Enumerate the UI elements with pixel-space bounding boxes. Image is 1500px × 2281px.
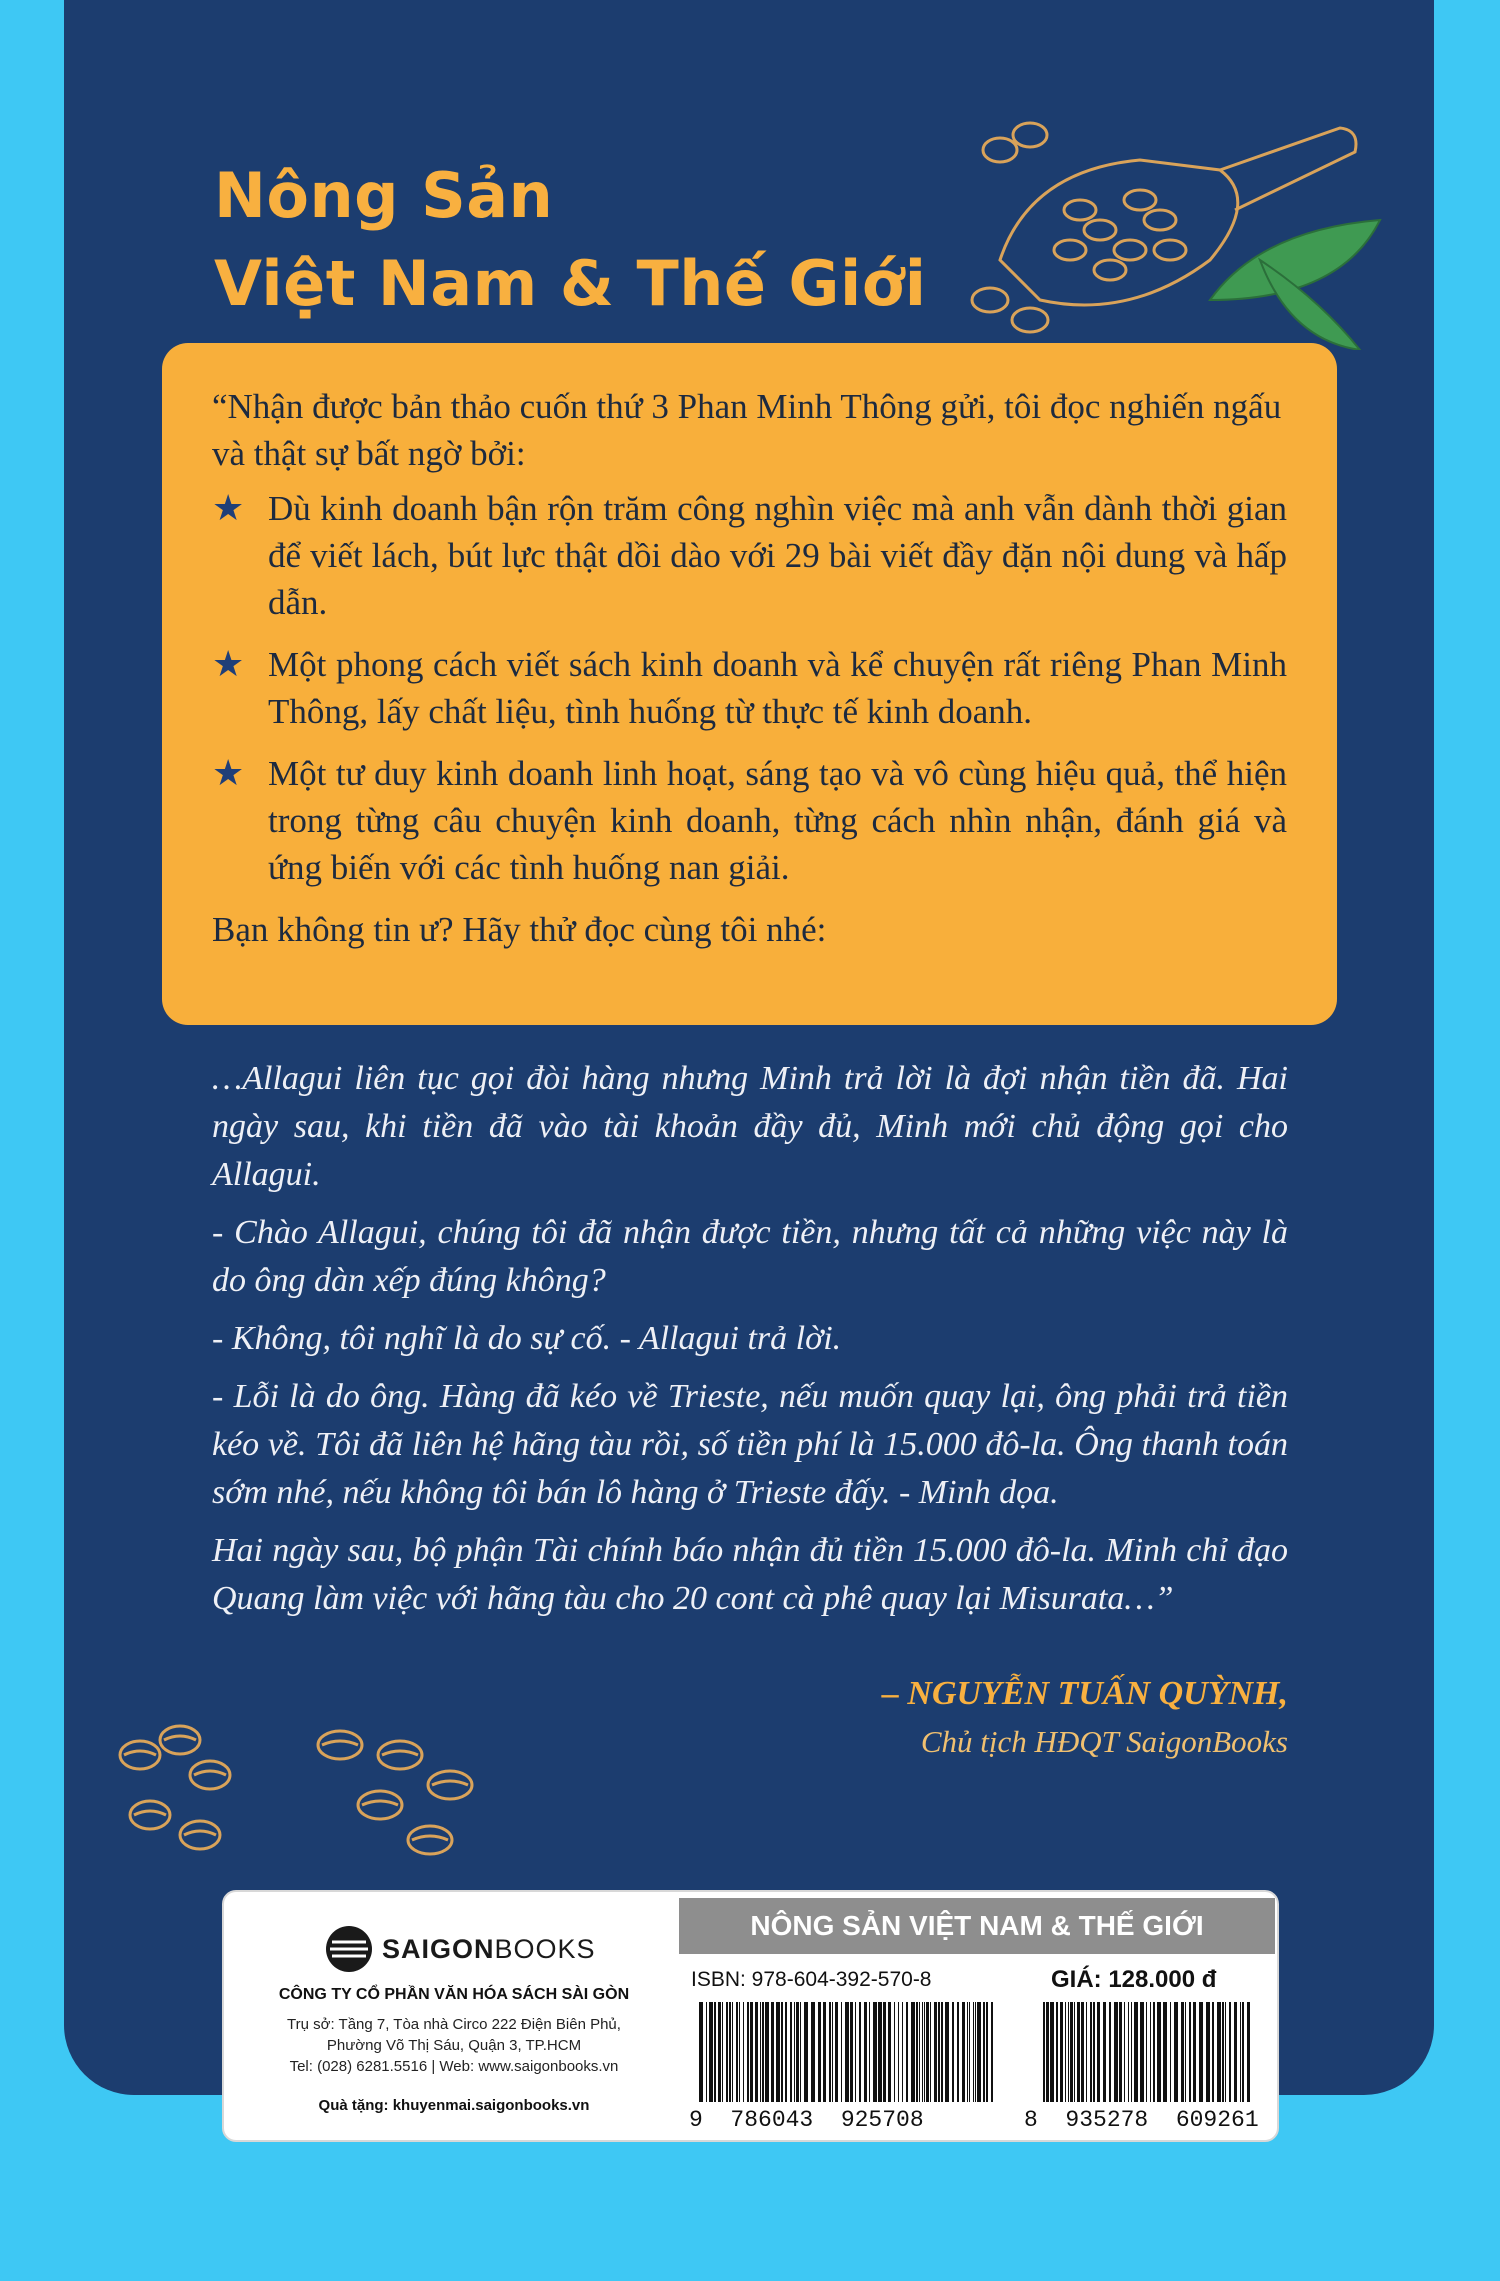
signature-role: Chủ tịch HĐQT SaigonBooks [920,1724,1288,1759]
barcode-bar [938,2002,940,2102]
excerpt-paragraph: …Allagui liên tục gọi đòi hàng nhưng Minh trả lời là đợi nhận tiền đã. Hai ngày sau, khi tiền đã vào tài khoản đầy đủ, Minh mới chủ động gọi cho Allagui. [212,1060,1288,1193]
barcode-panel [222,1890,1279,2142]
title-line-1: Nông Sản [214,159,554,232]
address-line: Phường Võ Thị Sáu, Quận 3, TP.HCM [326,2037,582,2054]
logo-part-2: BOOKS [494,1933,596,1964]
barcode-bar [706,2002,707,2102]
barcode-bar [750,2002,753,2102]
barcode-bar [945,2002,949,2102]
logo-part-1: SAIGON [382,1933,495,1964]
barcode-bar [1247,2002,1250,2102]
publisher-logo [324,1924,596,1974]
barcode-bar [888,2002,891,2102]
barcode-bar [1146,2002,1147,2102]
barcode-bar [855,2002,856,2102]
endorsement-box [162,343,1337,1025]
barcode-bar [883,2002,886,2102]
barcode-bar [841,2002,842,2102]
isbn-barcode [699,2002,999,2104]
barcode-bar [709,2002,713,2102]
barcode-bar [1060,2002,1063,2102]
barcode-bar [1119,2002,1122,2102]
barcode-bar [922,2002,923,2102]
barcode-bar [1181,2002,1184,2102]
barcode-bar [1217,2002,1221,2102]
barcode-bar [765,2002,769,2102]
star-icon: ★ [212,644,245,684]
barcode-bar [930,2002,931,2102]
book-excerpt [212,1055,1288,1633]
barcode-bar [829,2002,831,2102]
barcode-bar [973,2002,974,2102]
barcode-bar [952,2002,954,2102]
barcode-bar [835,2002,838,2102]
barcode-bar [991,2002,993,2102]
barcode-bar [1128,2002,1129,2102]
barcode-bar [762,2002,764,2102]
barcode-bar [967,2002,968,2102]
barcode-bar [1050,2002,1054,2102]
barcode-bar [1229,2002,1231,2102]
barcode-bar [919,2002,920,2102]
barcode-bar [785,2002,787,2102]
barcode-bar [916,2002,918,2102]
publisher-info [224,1892,684,2140]
barcode-bar [1114,2002,1118,2102]
barcode-bar [911,2002,915,2102]
barcode-bar [739,2002,740,2102]
barcode-bar [845,2002,849,2102]
isbn-digits: 9 786043 925708 [689,2107,924,2133]
barcode-bar [1074,2002,1075,2102]
barcode-bar [926,2002,929,2102]
bullet-text: Dù kinh doanh bận rộn trăm công nghìn việc mà anh vẫn dành thời gian để viết lách, bút lực thật dồi dào với 29 bài viết đầy đặn nội dung và hấp dẫn. [268,489,1287,622]
barcode-bar [1206,2002,1210,2102]
barcode-bar [1242,2002,1244,2102]
barcode-bar [796,2002,799,2102]
excerpt-paragraph: Hai ngày sau, bộ phận Tài chính báo nhận đủ tiền 15.000 đô-la. Minh chỉ đạo Quang làm việc với hãng tàu cho 20 cont cà phê quay lại Misurata…” [212,1532,1288,1617]
barcode-bar [1163,2002,1167,2102]
barcode-bar [1174,2002,1178,2102]
logo-text [382,1934,596,1965]
star-icon: ★ [212,488,245,528]
barcode-bar [1225,2002,1226,2102]
list-item [212,641,1287,735]
barcode-bar [832,2002,833,2102]
barcode-bar [1240,2002,1241,2102]
barcode-bar [983,2002,985,2102]
barcode-bar [760,2002,761,2102]
isbn-label: ISBN: 978-604-392-570-8 [691,1968,932,1991]
barcode-bar [722,2002,723,2102]
barcode-bar [1134,2002,1138,2102]
barcode-bar [1086,2002,1087,2102]
barcode-bar [1185,2002,1186,2102]
gift-line: Quà tặng: khuyenmai.saigonbooks.vn [318,2097,590,2114]
barcode-bar [1124,2002,1125,2102]
barcode-bar [755,2002,758,2102]
company-name: CÔNG TY CỔ PHẦN VĂN HÓA SÁCH SÀI GÒN [278,1986,630,2003]
barcode-bar [850,2002,853,2102]
barcode-bar [781,2002,783,2102]
barcode-bar [859,2002,861,2102]
contact-line: Tel: (028) 6281.5516 | Web: www.saigonbooks.vn [289,2058,619,2075]
title-line-2: Việt Nam & Thế Giới [214,247,927,320]
barcode-bar [1131,2002,1132,2102]
barcode-bar [1234,2002,1237,2102]
excerpt-paragraph: - Không, tôi nghĩ là do sự cố. - Allagui trả lời. [212,1320,842,1357]
barcode-bar [894,2002,895,2102]
barcode-bar [1140,2002,1144,2102]
price-barcode [1043,2002,1253,2104]
list-item [212,485,1287,626]
address-line: Trụ sở: Tầng 7, Tòa nhà Circo 222 Điện Biên Phủ, [287,2016,621,2033]
barcode-area [679,1892,1277,2140]
barcode-bar [1153,2002,1155,2102]
barcode-bar [864,2002,867,2102]
saigonbooks-logo-icon [324,1924,374,1974]
barcode-bar [924,2002,925,2102]
barcode-bar [873,2002,877,2102]
barcode-bar [1193,2002,1196,2102]
price-digits: 8 935278 609261 [1024,2107,1259,2133]
barcode-bar [811,2002,815,2102]
barcode-bar [699,2002,703,2102]
barcode-bar [1222,2002,1224,2102]
barcode-bar [1097,2002,1100,2102]
barcode-bar [902,2002,903,2102]
barcode-bar [729,2002,731,2102]
barcode-bar [726,2002,728,2102]
list-item [212,750,1287,891]
barcode-bar [977,2002,981,2102]
barcode-bar [1081,2002,1084,2102]
barcode-bar [790,2002,792,2102]
barcode-bar [941,2002,943,2102]
barcode-bar [986,2002,988,2102]
signature-name: – NGUYỄN TUẤN QUỲNH, [881,1675,1288,1712]
barcode-bar [1199,2002,1203,2102]
coffee-beans-icon [110,1715,490,1865]
signature [882,1670,1288,1766]
barcode-bar [747,2002,749,2102]
endorsement-intro: “Nhận được bản thảo cuốn thứ 3 Phan Minh Thông gửi, tôi đọc nghiến ngấu và thật sự bất ngờ bởi: [212,387,1282,473]
coffee-scoop-icon [960,110,1400,350]
barcode-bar [1103,2002,1106,2102]
barcode-bar [1157,2002,1161,2102]
barcode-bar [800,2002,801,2102]
barcode-bar [1065,2002,1066,2102]
barcode-bar [794,2002,795,2102]
barcode-bar [1170,2002,1171,2102]
barcode-bar [1189,2002,1191,2102]
barcode-bar [818,2002,821,2102]
barcode-bar [743,2002,744,2102]
barcode-bar [898,2002,899,2102]
barcode-bar [1093,2002,1095,2102]
barcode-bar [823,2002,826,2102]
barcode-bar [969,2002,970,2102]
barcode-bar [934,2002,937,2102]
excerpt-paragraph: - Lỗi là do ông. Hàng đã kéo về Trieste, nếu muốn quay lại, ông phải trả tiền kéo về. Tôi đã liên hệ hãng tàu rồi, số tiền phí là 15.000 đô-la. Ông thanh toán sớm nhé, nếu không tôi bán lô hàng ở Trieste đấy. - Minh dọa. [212,1378,1288,1511]
barcode-bar [1090,2002,1092,2102]
barcode-bar [957,2002,959,2102]
barcode-bar [906,2002,908,2102]
barcode-bar [1056,2002,1058,2102]
endorsement-list [212,485,1287,891]
barcode-bar [714,2002,716,2102]
barcode-bar [771,2002,774,2102]
barcode-bar [975,2002,976,2102]
barcode-bar [1046,2002,1049,2102]
barcode-bar [736,2002,738,2102]
endorsement-closing: Bạn không tin ư? Hãy thử đọc cùng tôi nhé: [212,910,827,949]
barcode-bar [1109,2002,1111,2102]
barcode-bar [804,2002,808,2102]
barcode-bar [878,2002,882,2102]
barcode-bar [1043,2002,1045,2102]
star-icon: ★ [212,753,245,793]
barcode-bar [1068,2002,1069,2102]
barcode-bar [732,2002,733,2102]
barcode-bar [1150,2002,1151,2102]
book-title [214,152,927,328]
barcode-bar [1070,2002,1073,2102]
bullet-text: Một phong cách viết sách kinh doanh và kể chuyện rất riêng Phan Minh Thông, lấy chất liệu, tình huống từ thực tế kinh doanh. [268,645,1287,731]
company-address [254,2014,654,2077]
barcode-bar [869,2002,870,2102]
excerpt-paragraph: - Chào Allagui, chúng tôi đã nhận được tiền, nhưng tất cả những việc này là do ông dàn xếp đúng không? [212,1214,1288,1299]
barcode-bar [1212,2002,1214,2102]
barcode-bar [776,2002,780,2102]
barcode-bar [718,2002,721,2102]
barcode-book-title: NÔNG SẢN VIỆT NAM & THẾ GIỚI [679,1898,1275,1954]
price-label: GIÁ: 128.000 đ [1051,1966,1217,1993]
barcode-bar [962,2002,965,2102]
barcode-bar [1077,2002,1080,2102]
bullet-text: Một tư duy kinh doanh linh hoạt, sáng tạo và vô cùng hiệu quả, thể hiện trong từng câu chuyện kinh doanh, từng cách nhìn nhận, đánh giá và ứng biến với các tình huống nan giải. [268,754,1287,887]
